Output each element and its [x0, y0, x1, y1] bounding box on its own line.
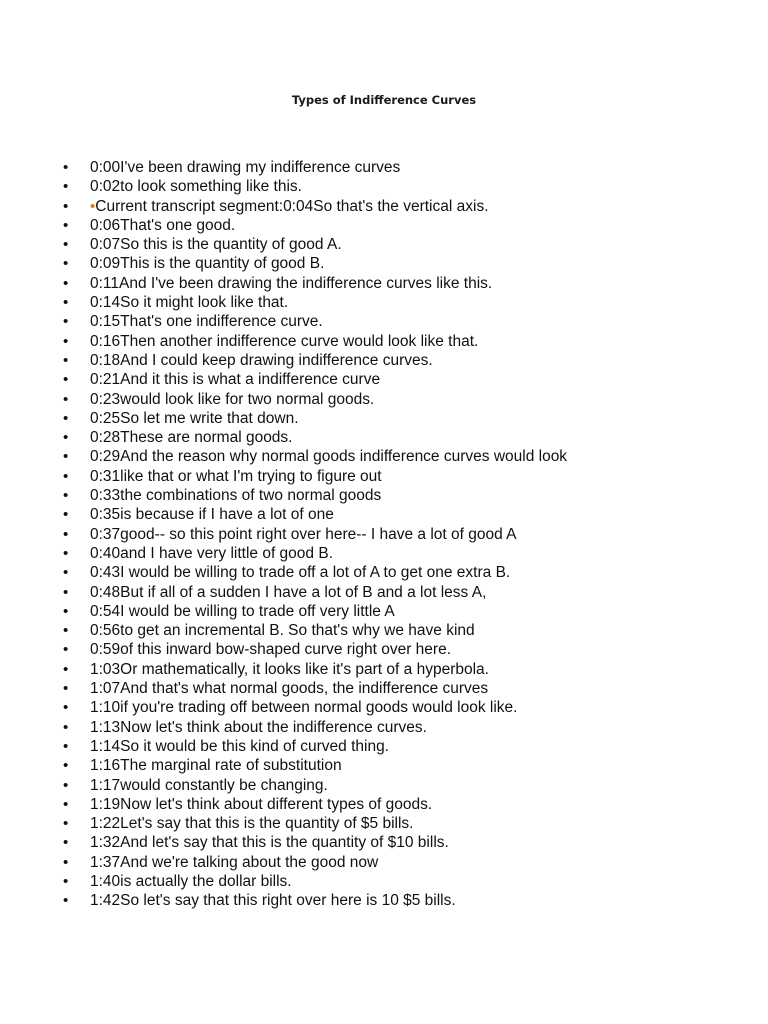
transcript-line-text: [90, 351, 433, 370]
transcript-line-text: [90, 621, 475, 640]
transcript-line-text: [90, 814, 413, 833]
timestamp[interactable]: 0:33: [90, 487, 121, 505]
timestamp[interactable]: 0:29: [90, 448, 121, 466]
caption-text: the combinations of two normal goods: [120, 487, 382, 505]
caption-text: to get an incremental B. So that's why we have kind: [120, 622, 475, 640]
bullet-icon: •: [63, 737, 69, 755]
transcript-line-text: [90, 274, 492, 293]
timestamp[interactable]: 0:59: [90, 641, 121, 659]
caption-text: to look something like this.: [120, 178, 302, 196]
bullet-icon: •: [63, 853, 69, 871]
timestamp[interactable]: 0:14: [90, 294, 121, 312]
caption-text: So that's the vertical axis.: [313, 197, 489, 215]
timestamp[interactable]: 0:09: [90, 255, 121, 273]
bullet-icon: •: [63, 680, 69, 698]
transcript-line-text: [90, 428, 293, 447]
bullet-icon: •: [63, 834, 69, 852]
timestamp[interactable]: 1:40: [90, 872, 121, 890]
transcript-line-text: [90, 640, 451, 659]
caption-text: is because if I have a lot of one: [120, 506, 334, 524]
caption-text: So it would be this kind of curved thing.: [120, 737, 389, 755]
transcript-line-text: [90, 158, 400, 177]
bullet-icon: •: [63, 178, 69, 196]
bullet-icon: •: [63, 351, 69, 369]
transcript-line-text: [90, 312, 323, 331]
bullet-icon: •: [63, 506, 69, 524]
bullet-icon: •: [63, 564, 69, 582]
caption-text: Let's say that this is the quantity of $5 bills.: [120, 815, 414, 833]
bullet-icon: •: [63, 409, 69, 427]
transcript-line-text: [90, 525, 517, 544]
caption-text: These are normal goods.: [120, 429, 293, 447]
transcript-line-text: [90, 563, 510, 582]
transcript-line-text: [90, 583, 486, 602]
bullet-icon: •: [63, 815, 69, 833]
caption-text: would constantly be changing.: [120, 776, 328, 794]
timestamp[interactable]: 1:03: [90, 660, 121, 678]
timestamp[interactable]: 0:07: [90, 236, 121, 254]
caption-text: I would be willing to trade off a lot of A to get one extra B.: [120, 564, 511, 582]
timestamp[interactable]: 0:40: [90, 544, 121, 562]
transcript-line-text: [90, 544, 333, 563]
bullet-icon: •: [63, 892, 69, 910]
timestamp[interactable]: 1:14: [90, 737, 121, 755]
caption-text: and I have very little of good B.: [120, 544, 333, 562]
transcript-line-text: [90, 235, 342, 254]
transcript-line-text: [90, 698, 517, 717]
transcript-line-text: [90, 409, 299, 428]
transcript-line-text: [90, 293, 288, 312]
timestamp[interactable]: 0:54: [90, 602, 121, 620]
current-segment-label: Current transcript segment:: [95, 197, 284, 215]
timestamp[interactable]: 1:07: [90, 680, 121, 698]
timestamp[interactable]: 1:37: [90, 853, 121, 871]
bullet-icon: •: [63, 487, 69, 505]
caption-text: And it this is what a indifference curve: [120, 371, 381, 389]
caption-text: I would be willing to trade off very little A: [120, 602, 395, 620]
bullet-icon: •: [63, 467, 69, 485]
transcript-line-text: [90, 776, 328, 795]
timestamp[interactable]: 0:06: [90, 216, 121, 234]
caption-text: This is the quantity of good B.: [120, 255, 325, 273]
transcript-line-text: [90, 853, 378, 872]
bullet-icon: •: [63, 294, 69, 312]
caption-text: That's one good.: [120, 216, 236, 234]
caption-text: And I could keep drawing indifference curves.: [120, 351, 433, 369]
transcript-line-text: [90, 390, 374, 409]
caption-text: The marginal rate of substitution: [120, 757, 342, 775]
bullet-icon: •: [63, 274, 69, 292]
caption-text: So let's say that this right over here is 10 $5 bills.: [120, 892, 456, 910]
caption-text: And let's say that this is the quantity of $10 bills.: [120, 834, 449, 852]
transcript-line-text: [90, 332, 478, 351]
timestamp[interactable]: 1:22: [90, 815, 121, 833]
transcript-line-text: [90, 370, 380, 389]
bullet-icon: •: [63, 583, 69, 601]
timestamp[interactable]: 1:10: [90, 699, 121, 717]
caption-text: Now let's think about the indifference curves.: [120, 718, 427, 736]
timestamp[interactable]: 0:35: [90, 506, 121, 524]
transcript-line-text: [90, 467, 382, 486]
transcript-line-text: [90, 486, 381, 505]
timestamp[interactable]: 0:31: [90, 467, 121, 485]
caption-text: And we're talking about the good now: [120, 853, 379, 871]
transcript-line-text: [90, 737, 389, 756]
bullet-icon: •: [63, 602, 69, 620]
timestamp[interactable]: 0:48: [90, 583, 121, 601]
bullet-icon: •: [63, 255, 69, 273]
timestamp[interactable]: 1:16: [90, 757, 121, 775]
timestamp[interactable]: 0:23: [90, 390, 121, 408]
caption-text: And that's what normal goods, the indifference curves: [120, 680, 489, 698]
transcript-line-text: [90, 505, 334, 524]
caption-text: Then another indifference curve would look like that.: [120, 332, 479, 350]
caption-text: good-- so this point right over here-- I have a lot of good A: [120, 525, 517, 543]
transcript-line-text: [90, 872, 292, 891]
timestamp[interactable]: 1:32: [90, 834, 121, 852]
timestamp[interactable]: 0:02: [90, 178, 121, 196]
transcript-line-text: [90, 216, 235, 235]
bullet-icon: •: [63, 544, 69, 562]
caption-text: Or mathematically, it looks like it's part of a hyperbola.: [120, 660, 489, 678]
caption-text: would look like for two normal goods.: [120, 390, 375, 408]
timestamp[interactable]: 0:11: [90, 274, 120, 292]
bullet-icon: •: [63, 718, 69, 736]
caption-text: That's one indifference curve.: [120, 313, 323, 331]
bullet-icon: •: [63, 371, 69, 389]
bullet-icon: •: [63, 699, 69, 717]
bullet-icon: •: [63, 660, 69, 678]
timestamp[interactable]: 1:13: [90, 718, 121, 736]
bullet-icon: •: [63, 332, 69, 350]
transcript-line-text: [90, 679, 488, 698]
current-segment-bullet-icon: •: [90, 197, 96, 215]
caption-text: And I've been drawing the indifference curves like this.: [119, 274, 493, 292]
timestamp[interactable]: 0:18: [90, 351, 121, 369]
transcript-line-text: [90, 891, 456, 910]
timestamp[interactable]: 0:43: [90, 564, 121, 582]
bullet-icon: •: [63, 448, 69, 466]
bullet-icon: •: [63, 776, 69, 794]
timestamp[interactable]: 0:25: [90, 409, 121, 427]
timestamp[interactable]: 0:28: [90, 429, 121, 447]
transcript-line-text: [90, 756, 342, 775]
caption-text: I've been drawing my indifference curves: [120, 159, 401, 176]
timestamp[interactable]: 0:56: [90, 622, 121, 640]
timestamp[interactable]: 0:21: [90, 371, 121, 389]
timestamp[interactable]: 0:04: [283, 197, 314, 215]
caption-text: Now let's think about different types of goods.: [120, 795, 433, 813]
bullet-icon: •: [63, 429, 69, 447]
transcript-line-text: [90, 795, 432, 814]
bullet-icon: •: [63, 641, 69, 659]
bullet-icon: •: [63, 159, 69, 176]
bullet-icon: •: [63, 795, 69, 813]
timestamp[interactable]: 0:16: [90, 332, 121, 350]
transcript-line-text: [90, 602, 395, 621]
document-title: Types of Indifference Curves: [291, 93, 477, 107]
bullet-icon: •: [63, 216, 69, 234]
transcript-line-text: [90, 254, 324, 273]
caption-text: So let me write that down.: [120, 409, 299, 427]
caption-text: So this is the quantity of good A.: [120, 236, 342, 254]
caption-text: if you're trading off between normal goods would look like.: [120, 699, 518, 717]
transcript-line-text: [90, 197, 489, 216]
timestamp[interactable]: 0:15: [90, 313, 121, 331]
transcript-line-text: [90, 660, 489, 679]
bullet-icon: •: [63, 197, 69, 215]
transcript-line-text: [90, 447, 567, 466]
bullet-icon: •: [63, 313, 69, 331]
timestamp[interactable]: 1:19: [90, 795, 121, 813]
caption-text: like that or what I'm trying to figure out: [120, 467, 382, 485]
caption-text: But if all of a sudden I have a lot of B and a lot less A,: [120, 583, 487, 601]
bullet-icon: •: [63, 872, 69, 890]
bullet-icon: •: [63, 757, 69, 775]
transcript-line-text: [90, 833, 449, 852]
transcript-line-text: [90, 718, 427, 737]
caption-text: So it might look like that.: [120, 294, 289, 312]
timestamp[interactable]: 0:00: [90, 159, 121, 176]
caption-text: is actually the dollar bills.: [120, 872, 292, 890]
bullet-icon: •: [63, 236, 69, 254]
caption-text: of this inward bow-shaped curve right over here.: [120, 641, 452, 659]
timestamp[interactable]: 1:17: [90, 776, 121, 794]
timestamp[interactable]: 1:42: [90, 892, 121, 910]
transcript-line-text: [90, 177, 302, 196]
bullet-icon: •: [63, 622, 69, 640]
bullet-icon: •: [63, 525, 69, 543]
timestamp[interactable]: 0:37: [90, 525, 121, 543]
bullet-icon: •: [63, 390, 69, 408]
caption-text: And the reason why normal goods indifference curves would look: [120, 448, 568, 466]
